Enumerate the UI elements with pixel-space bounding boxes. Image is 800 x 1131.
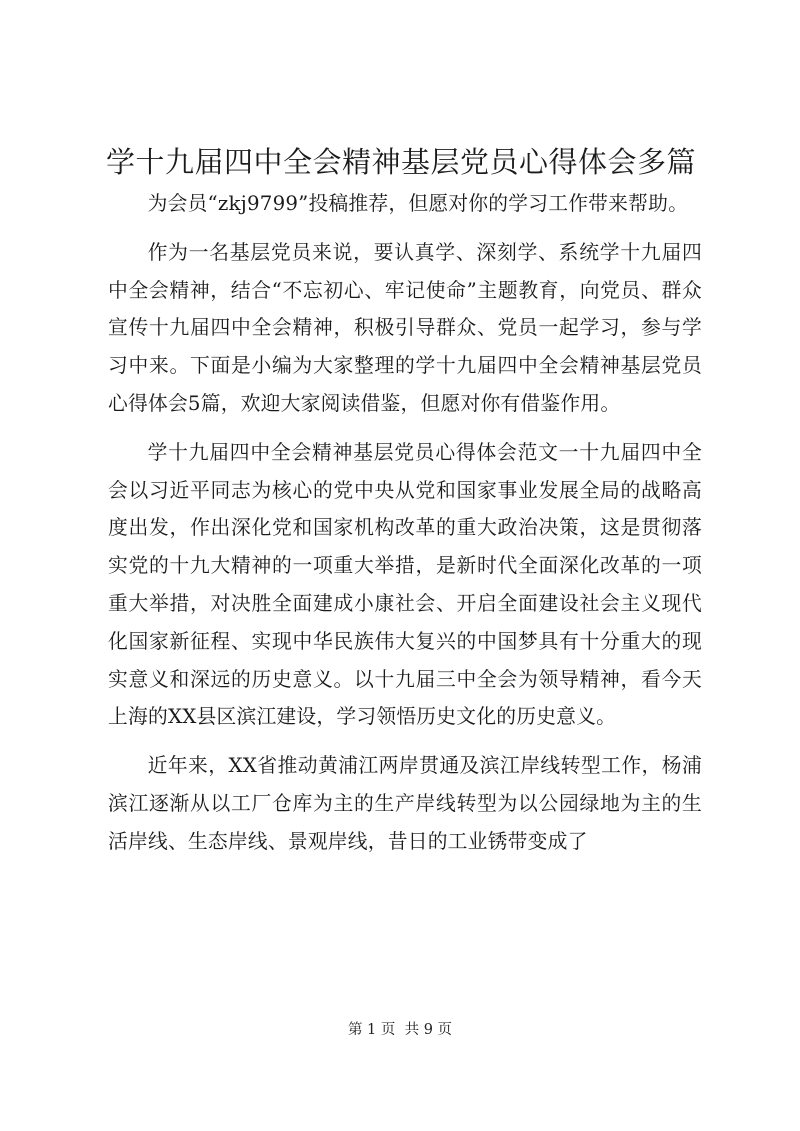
- paragraph-essay-one: 学十九届四中全会精神基层党员心得体会范文一十九届四中全会以习近平同志为核心的党中央从党和国家事业发展全局的战略高度出发，作出深化党和国家机构改革的重大政治决策，这是贯彻落实党的十九大精神的一项重大举措，是新时代全面深化改革的一项重大举措，对决胜全面建成小康社会、开启全面建设社会主义现代化国家新征程、实现中华民族伟大复兴的中国梦具有十分重大的现实意义和深远的历史意义。以十九届三中全会为领导精神，看今天上海的XX县区滨江建设，学习领悟历史文化的历史意义。: [108, 440, 702, 729]
- document-title: 学十九届四中全会精神基层党员心得体会多篇: [106, 145, 697, 179]
- paragraph-intro: 为会员“zkj9799”投稿推荐，但愿对你的学习工作带来帮助。: [147, 192, 689, 215]
- paragraph-binjiang: 近年来，XX省推动黄浦江两岸贯通及滨江岸线转型工作，杨浦滨江逐渐从以工厂仓库为主的生产岸线转型为以公园绿地为主的生活岸线、生态岸线、景观岸线，昔日的工业锈带变成了: [108, 754, 702, 853]
- document-body: [108, 185, 702, 872]
- page-number-footer: 第 1 页 共 9 页: [347, 1022, 453, 1038]
- paragraph-summary: 作为一名基层党员来说，要认真学、深刻学、系统学十九届四中全会精神，结合“不忘初心、牢记使命”主题教育，向党员、群众宣传十九届四中全会精神，积极引导群众、党员一起学习，参与学习中来。下面是小编为大家整理的学十九届四中全会精神基层党员心得体会5篇，欢迎大家阅读借鉴，但愿对你有借鉴作用。: [108, 240, 702, 415]
